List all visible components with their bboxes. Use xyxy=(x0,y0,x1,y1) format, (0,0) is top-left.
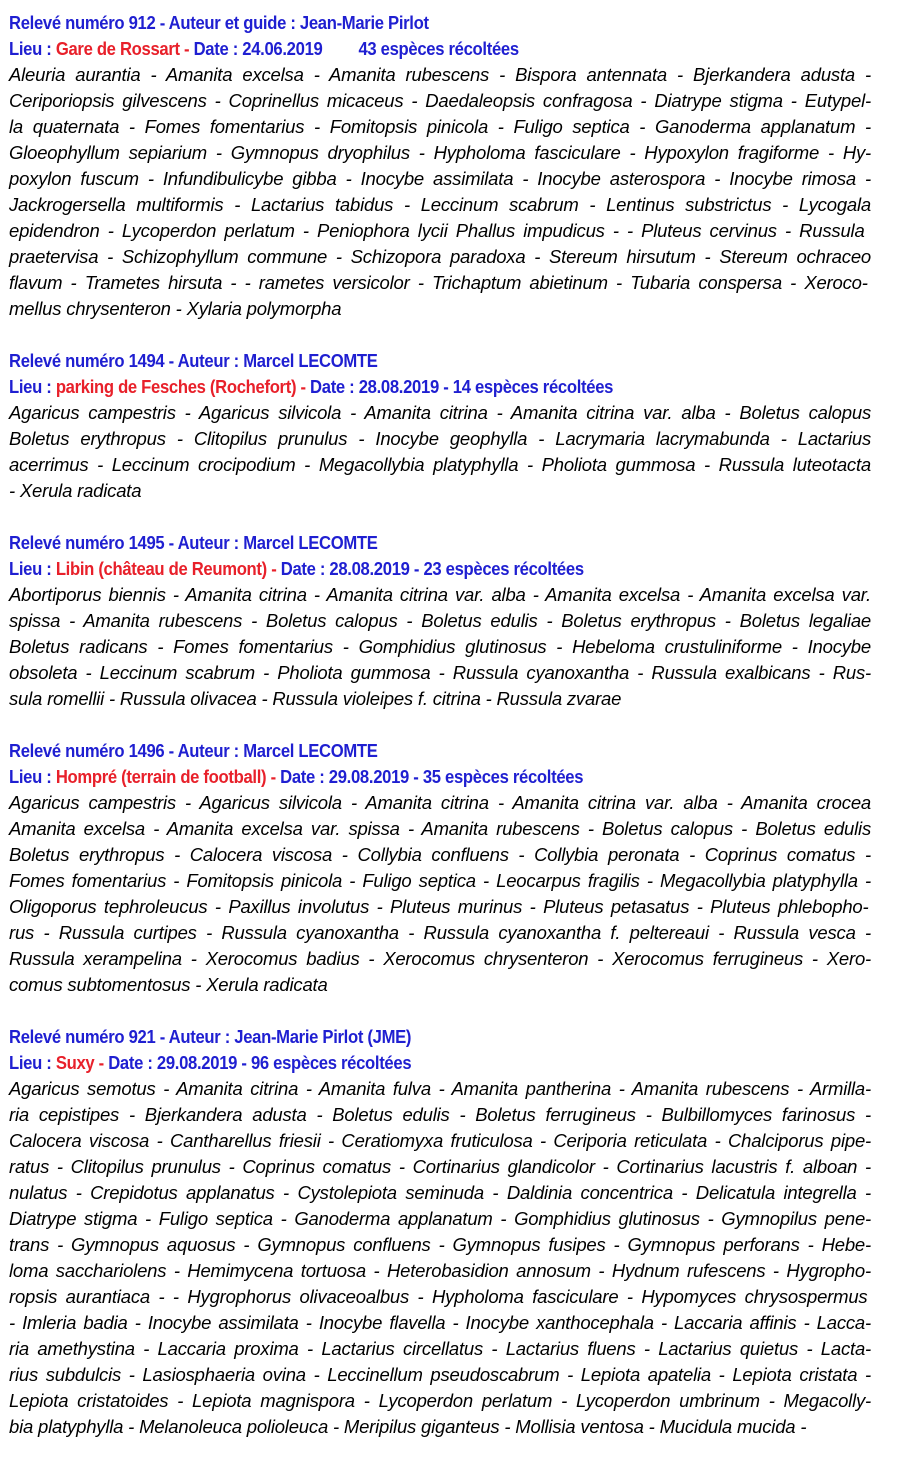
species-line: Aleuria aurantia - Amanita excelsa - Amanita rubescens - Bispora antennata - Bjerkandera adusta - xyxy=(9,64,871,85)
species-count: 43 espèces récoltées xyxy=(358,38,519,59)
species-line: Ceriporiopsis gilvescens - Coprinellus micaceus - Daedaleopsis confragosa - Diatrype stigma - Eutypel- xyxy=(9,90,871,111)
species-line: praetervisa - Schizophyllum commune - Schizopora paradoxa - Stereum hirsutum - Stereum ochraceo xyxy=(9,246,871,267)
location-label: Lieu : xyxy=(9,766,56,787)
species-line: rius subdulcis - Lasiosphaeria ovina - Leccinellum pseudoscabrum - Lepiota apatelia - Lepiota cristata - xyxy=(9,1364,871,1385)
location-separator: - xyxy=(179,38,194,59)
species-list xyxy=(9,400,871,504)
location-place: Libin (château de Reumont) xyxy=(55,558,267,579)
species-line: epidendron - Lycoperdon perlatum - Peniophora lycii Phallus impudicus - - Pluteus cervinus - Russula xyxy=(9,220,865,241)
record-1494 xyxy=(9,348,871,504)
species-line: comus subtomentosus - Xerula radicata xyxy=(9,974,328,995)
species-line: trans - Gymnopus aquosus - Gymnopus confluens - Gymnopus fusipes - Gymnopus perforans - Hebe- xyxy=(9,1234,871,1255)
species-line: ratus - Clitopilus prunulus - Coprinus comatus - Cortinarius glandicolor - Cortinarius lacustris f. alboan - xyxy=(9,1156,871,1177)
location-separator: - xyxy=(94,1052,109,1073)
species-line: spissa - Amanita rubescens - Boletus calopus - Boletus edulis - Boletus erythropus - Boletus legaliae xyxy=(9,610,871,631)
record-date: Date : 29.08.2019 - xyxy=(108,1052,251,1073)
record-date: Date : 29.08.2019 - xyxy=(280,766,423,787)
record-921 xyxy=(9,1024,871,1440)
record-912 xyxy=(9,10,871,322)
record-1495 xyxy=(9,530,871,712)
species-line: Boletus radicans - Fomes fomentarius - Gomphidius glutinosus - Hebeloma crustuliniforme - Inocybe xyxy=(9,636,871,657)
record-title: Relevé numéro 1495 - Auteur : Marcel LECOMTE xyxy=(9,532,378,553)
species-line: ropsis aurantiaca - - Hygrophorus olivaceoalbus - Hypholoma fasciculare - Hypomyces chrysospermus xyxy=(9,1286,868,1307)
species-line: bia platyphylla - Melanoleuca polioleuca - Meripilus giganteus - Mollisia ventosa - Mucidula mucida - xyxy=(9,1416,807,1437)
species-line: Agaricus campestris - Agaricus silvicola - Amanita citrina - Amanita citrina var. alba - Boletus calopus xyxy=(9,402,871,423)
location-label: Lieu : xyxy=(9,1052,56,1073)
species-line: la quaternata - Fomes fomentarius - Fomitopsis pinicola - Fuligo septica - Ganoderma applanatum - xyxy=(9,116,871,137)
species-line: rus - Russula curtipes - Russula cyanoxantha - Russula cyanoxantha f. peltereaui - Russula vesca - xyxy=(9,922,871,943)
record-location-line xyxy=(9,36,785,62)
species-line: acerrimus - Leccinum crocipodium - Megacollybia platyphylla - Pholiota gummosa - Russula luteotacta xyxy=(9,454,872,475)
species-list xyxy=(9,790,871,998)
species-line: Lepiota cristatoides - Lepiota magnispora - Lycoperdon perlatum - Lycoperdon umbrinum - Megacolly- xyxy=(9,1390,871,1411)
species-line: Jackrogersella multiformis - Lactarius tabidus - Leccinum scabrum - Lentinus substrictus - Lycogala xyxy=(9,194,871,215)
species-line: Amanita excelsa - Amanita excelsa var. spissa - Amanita rubescens - Boletus calopus - Boletus edulis xyxy=(9,818,871,839)
species-line: nulatus - Crepidotus applanatus - Cystolepiota seminuda - Daldinia concentrica - Delicatula integrella - xyxy=(9,1182,871,1203)
record-location-line xyxy=(9,374,785,400)
location-place: Gare de Rossart xyxy=(55,38,180,59)
record-location-line xyxy=(9,556,785,582)
species-count: 35 espèces récoltées xyxy=(422,766,584,787)
location-place: Suxy xyxy=(55,1052,95,1073)
location-label: Lieu : xyxy=(9,558,56,579)
location-separator: - xyxy=(266,558,281,579)
species-line: Abortiporus biennis - Amanita citrina - Amanita citrina var. alba - Amanita excelsa - Amanita excelsa var. xyxy=(9,584,871,605)
species-line: - Xerula radicata xyxy=(9,480,142,501)
species-line: Russula xerampelina - Xerocomus badius - Xerocomus chrysenteron - Xerocomus ferrugineus - Xero- xyxy=(9,948,871,969)
record-1496 xyxy=(9,738,871,998)
species-list xyxy=(9,1076,871,1440)
species-line: Gloeophyllum sepiarium - Gymnopus dryophilus - Hypholoma fasciculare - Hypoxylon fragiforme - Hy- xyxy=(9,142,872,163)
species-line: Boletus erythropus - Clitopilus prunulus - Inocybe geophylla - Lacrymaria lacrymabunda - Lactarius xyxy=(9,428,871,449)
species-line: flavum - Trametes hirsuta - - rametes versicolor - Trichaptum abietinum - Tubaria conspersa - Xeroco- xyxy=(9,272,868,293)
location-place: Hompré (terrain de football) xyxy=(55,766,267,787)
species-count: 14 espèces récoltées xyxy=(452,376,614,397)
species-line: Fomes fomentarius - Fomitopsis pinicola - Fuligo septica - Leocarpus fragilis - Megacollybia platyphylla - xyxy=(9,870,871,891)
species-line: mellus chrysenteron - Xylaria polymorpha xyxy=(9,298,342,319)
record-date: Date : 28.08.2019 - xyxy=(310,376,453,397)
record-date: Date : 24.06.2019 xyxy=(193,38,323,59)
species-list xyxy=(9,582,871,712)
species-line: Agaricus semotus - Amanita citrina - Amanita fulva - Amanita pantherina - Amanita rubescens - Armilla- xyxy=(9,1078,871,1099)
record-title: Relevé numéro 912 - Auteur et guide : Jean-Marie Pirlot xyxy=(9,12,429,33)
species-line: Oligoporus tephroleucus - Paxillus involutus - Pluteus murinus - Pluteus petasatus - Pluteus phlebopho- xyxy=(9,896,869,917)
location-label: Lieu : xyxy=(9,376,56,397)
record-location-line xyxy=(9,1050,785,1076)
location-place: parking de Fesches (Rochefort) xyxy=(55,376,297,397)
species-line: obsoleta - Leccinum scabrum - Pholiota gummosa - Russula cyanoxantha - Russula exalbicans - Rus- xyxy=(9,662,871,683)
species-list xyxy=(9,62,871,322)
record-title: Relevé numéro 1496 - Auteur : Marcel LECOMTE xyxy=(9,740,378,761)
species-count: 96 espèces récoltées xyxy=(250,1052,412,1073)
record-location-line xyxy=(9,764,785,790)
species-line: - Imleria badia - Inocybe assimilata - Inocybe flavella - Inocybe xanthocephala - Laccaria affinis - Lacca- xyxy=(9,1312,871,1333)
location-separator: - xyxy=(266,766,281,787)
species-line: poxylon fuscum - Infundibulicybe gibba - Inocybe assimilata - Inocybe asterospora - Inocybe rimosa - xyxy=(9,168,871,189)
species-line: loma sacchariolens - Hemimycena tortuosa - Heterobasidion annosum - Hydnum rufescens - Hygropho- xyxy=(9,1260,871,1281)
species-line: Agaricus campestris - Agaricus silvicola - Amanita citrina - Amanita citrina var. alba - Amanita crocea xyxy=(9,792,871,813)
location-separator: - xyxy=(296,376,311,397)
record-date: Date : 28.08.2019 - xyxy=(280,558,424,579)
species-line: Diatrype stigma - Fuligo septica - Ganoderma applanatum - Gomphidius glutinosus - Gymnopilus pene- xyxy=(9,1208,871,1229)
species-line: Boletus erythropus - Calocera viscosa - Collybia confluens - Collybia peronata - Coprinus comatus - xyxy=(9,844,871,865)
document-page xyxy=(9,10,871,1466)
species-count: 23 espèces récoltées xyxy=(423,558,584,579)
species-line: ria cepistipes - Bjerkandera adusta - Boletus edulis - Boletus ferrugineus - Bulbillomyces farinosus - xyxy=(9,1104,871,1125)
record-title: Relevé numéro 1494 - Auteur : Marcel LECOMTE xyxy=(9,350,378,371)
record-title: Relevé numéro 921 - Auteur : Jean-Marie Pirlot (JME) xyxy=(9,1026,412,1047)
species-line: Calocera viscosa - Cantharellus friesii - Ceratiomyxa fruticulosa - Ceriporia reticulata - Chalciporus pipe- xyxy=(9,1130,871,1151)
species-line: sula romellii - Russula olivacea - Russula violeipes f. citrina - Russula zvarae xyxy=(9,688,622,709)
location-label: Lieu : xyxy=(9,38,56,59)
species-line: ria amethystina - Laccaria proxima - Lactarius circellatus - Lactarius fluens - Lactarius quietus - Lacta- xyxy=(9,1338,871,1359)
